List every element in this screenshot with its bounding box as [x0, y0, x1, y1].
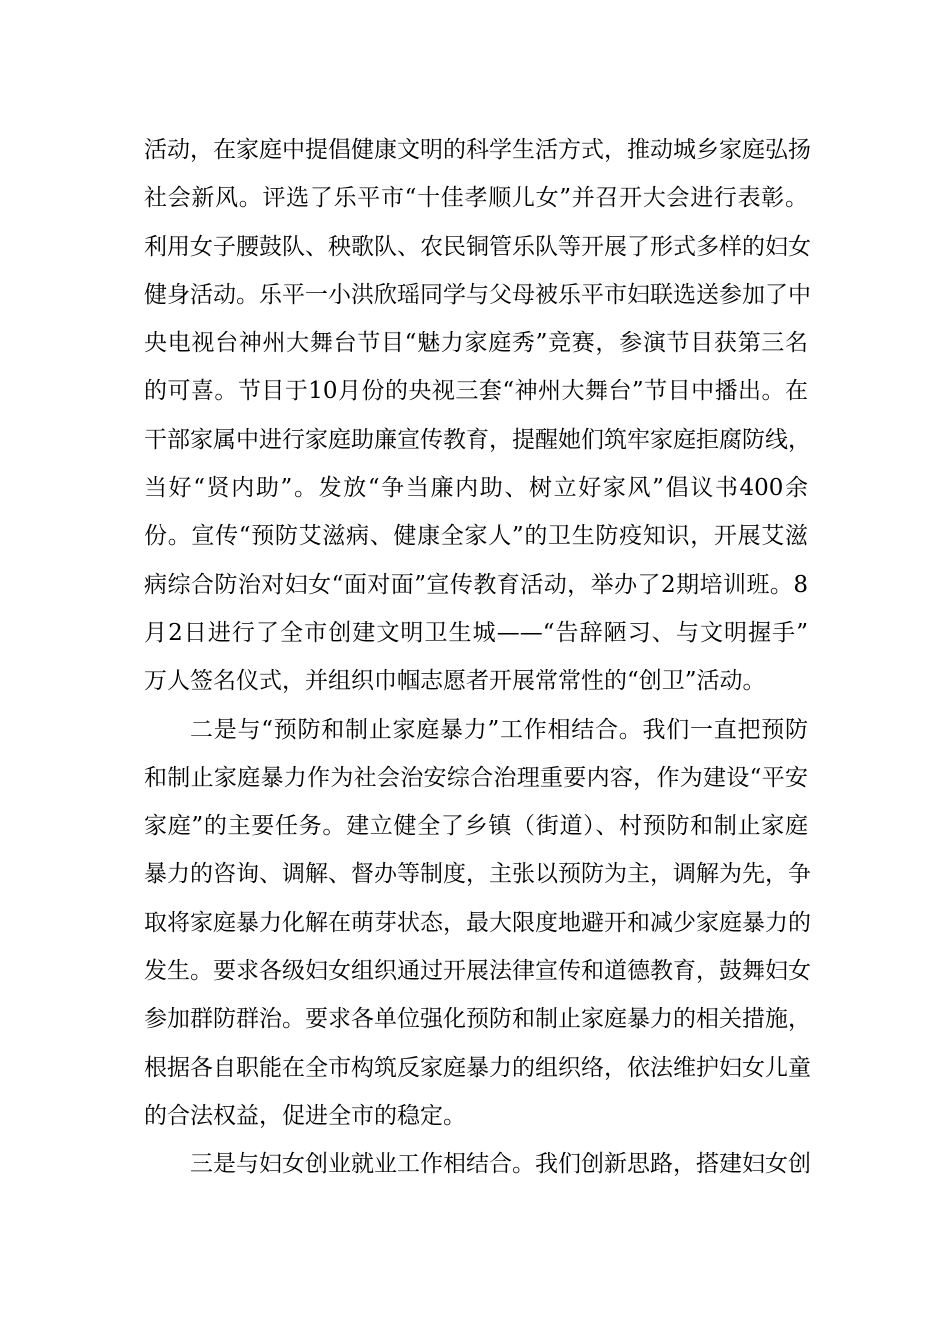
text-line: 干部家属中进行家庭助廉宣传教育，提醒她们筑牢家庭拒腐防线，: [144, 426, 811, 453]
text-line: 参加群防群治。要求各单位强化预防和制止家庭暴力的相关措施，: [144, 1006, 811, 1033]
text-line: 万人签名仪式，并组织巾帼志愿者开展常常性的“创卫”活动。: [144, 668, 766, 695]
text-line: 的可喜。节目于10月份的央视三套“神州大舞台”节目中播出。在: [144, 378, 808, 405]
paragraph-1: [144, 126, 811, 706]
text-line: 活动，在家庭中提倡健康文明的科学生活方式，推动城乡家庭弘扬: [144, 137, 811, 163]
text-line: 二是与“预防和制止家庭暴力”工作相结合。我们一直把预防: [190, 716, 808, 743]
paragraph-3: [144, 1140, 811, 1188]
text-line: 健身活动。乐平一小洪欣瑶同学与父母被乐平市妇联选送参加了中: [144, 281, 811, 308]
text-line: 社会新风。评选了乐平市“十佳孝顺儿女”并召开大会进行表彰。: [144, 185, 808, 212]
text-line: 根据各自职能在全市构筑反家庭暴力的组织络，依法维护妇女儿童: [144, 1054, 811, 1081]
text-line: 份。宣传“预防艾滋病、健康全家人”的卫生防疫知识，开展艾滋: [144, 523, 808, 550]
text-line: 暴力的咨询、调解、督办等制度，主张以预防为主，调解为先，争: [144, 861, 811, 888]
paragraph-2: [144, 706, 811, 1141]
text-line: 取将家庭暴力化解在萌芽状态，最大限度地避开和减少家庭暴力的: [144, 909, 811, 936]
text-line: 央电视台神州大舞台节目“魅力家庭秀”竞赛，参演节目获第三名: [144, 330, 808, 357]
text-line: 月2日进行了全市创建文明卫生城——“告辞陋习、与文明握手”: [144, 619, 808, 646]
text-line: 发生。要求各级妇女组织通过开展法律宣传和道德教育，鼓舞妇女: [144, 958, 811, 985]
text-line: 病综合防治对妇女“面对面”宣传教育活动，举办了2期培训班。8: [144, 571, 808, 598]
text-line: 的合法权益，促进全市的稳定。: [144, 1102, 466, 1129]
text-line: 三是与妇女创业就业工作相结合。我们创新思路，搭建妇女创: [190, 1151, 811, 1178]
text-line: 利用女子腰鼓队、秧歌队、农民铜管乐队等开展了形式多样的妇女: [144, 233, 811, 260]
document-body: [144, 126, 811, 1189]
text-line: 家庭”的主要任务。建立健全了乡镇（街道）、村预防和制止家庭: [144, 813, 808, 840]
text-line: 和制止家庭暴力作为社会治安综合治理重要内容，作为建设“平安: [144, 764, 808, 791]
text-line: 当好“贤内助”。发放“争当廉内助、树立好家风”倡议书400余: [144, 475, 808, 502]
